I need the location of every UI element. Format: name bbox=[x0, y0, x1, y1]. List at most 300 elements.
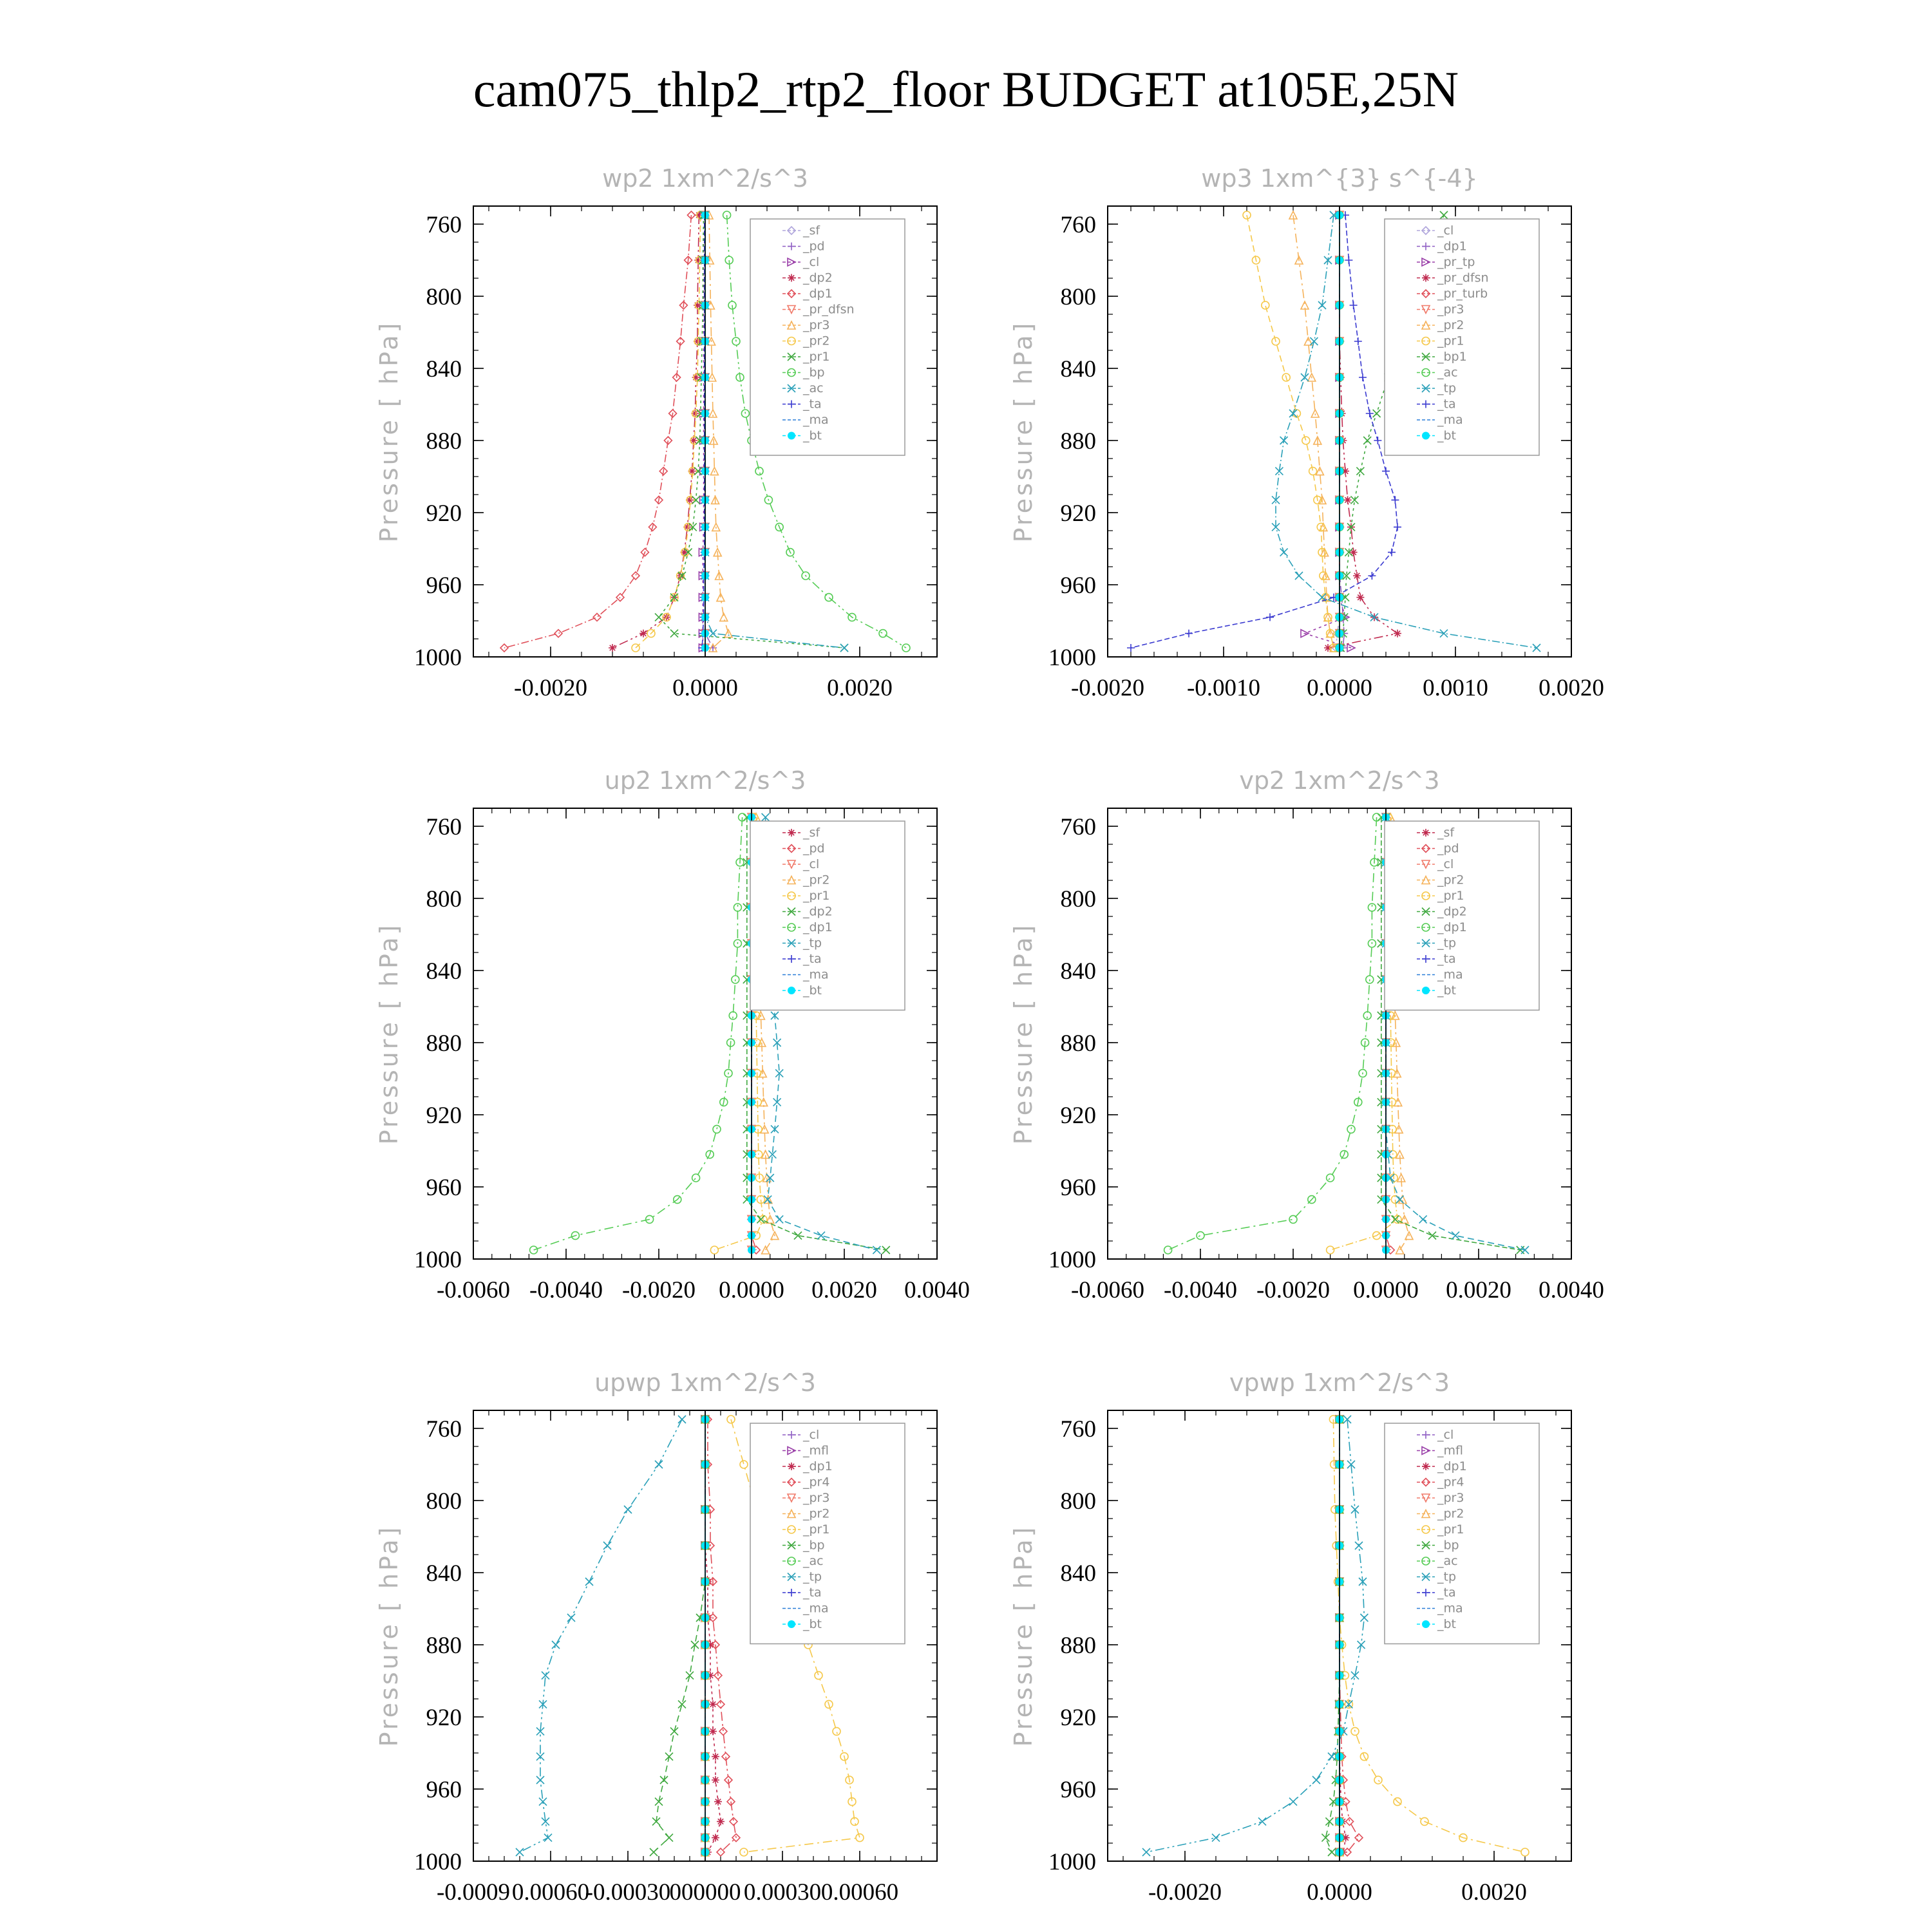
data-point bbox=[609, 644, 616, 652]
data-point bbox=[1197, 1232, 1204, 1240]
data-point bbox=[817, 1232, 825, 1240]
data-point bbox=[1394, 523, 1401, 531]
y-tick-label: 840 bbox=[426, 1560, 462, 1587]
data-point bbox=[567, 1614, 575, 1622]
legend-entry: _bp bbox=[1437, 1538, 1459, 1553]
data-point bbox=[1212, 1834, 1220, 1842]
data-point bbox=[1382, 468, 1390, 475]
y-tick-label: 840 bbox=[1060, 356, 1096, 383]
data-point bbox=[624, 1506, 632, 1513]
data-point bbox=[1368, 904, 1376, 911]
data-point bbox=[665, 1834, 673, 1842]
x-tick-label: 0.0040 bbox=[1539, 1277, 1604, 1303]
legend-entry: _ta bbox=[1437, 952, 1456, 966]
data-point bbox=[1355, 1834, 1363, 1842]
data-point bbox=[1373, 410, 1381, 417]
legend-entry: _bt bbox=[803, 428, 822, 443]
legend-marker bbox=[788, 1620, 795, 1628]
y-tick-label: 760 bbox=[426, 212, 462, 238]
data-point bbox=[1312, 1776, 1320, 1784]
data-point bbox=[554, 630, 562, 638]
data-point bbox=[734, 904, 741, 911]
legend-entry: _tp bbox=[1437, 1569, 1457, 1584]
legend-entry: _dp2 bbox=[1437, 904, 1467, 919]
series-line-dp1 bbox=[1340, 215, 1344, 648]
series-line-bp bbox=[1325, 1419, 1340, 1852]
series-line-pr3 bbox=[709, 215, 728, 648]
legend-entry: _ac bbox=[803, 381, 824, 395]
data-point bbox=[1347, 1125, 1355, 1133]
legend-entry: _pr1 bbox=[1437, 889, 1464, 903]
data-point bbox=[1368, 572, 1376, 580]
legend-entry: _bt bbox=[1437, 428, 1457, 443]
legend-marker bbox=[788, 987, 795, 994]
legend-entry: _mfl bbox=[803, 1443, 829, 1458]
legend-entry: _ta bbox=[1437, 1586, 1456, 1600]
x-tick-label: -0.0040 bbox=[1163, 1277, 1238, 1303]
series-line-pr4 bbox=[1340, 1419, 1359, 1852]
legend-entry: _pr3 bbox=[803, 318, 830, 332]
data-point bbox=[536, 1753, 544, 1761]
x-tick-label: -0.0020 bbox=[1148, 1879, 1222, 1906]
x-tick-label: 0.0010 bbox=[1423, 675, 1488, 701]
panels-container bbox=[375, 164, 1604, 1906]
y-axis-label: Pressure [ hPa] bbox=[375, 1524, 403, 1747]
data-point bbox=[1328, 1848, 1336, 1856]
y-tick-label: 960 bbox=[1060, 1777, 1096, 1803]
legend-entry: _pr_turb bbox=[1437, 287, 1488, 301]
legend-entry: _pd bbox=[803, 841, 825, 856]
data-point bbox=[740, 1461, 748, 1468]
data-point bbox=[552, 1641, 560, 1649]
data-point bbox=[692, 1174, 700, 1182]
data-point bbox=[1388, 549, 1396, 556]
series-line-dp1 bbox=[1340, 1419, 1346, 1852]
panel-title: wp2 1xm^2/s^3 bbox=[602, 164, 808, 193]
y-tick-label: 800 bbox=[1060, 284, 1096, 310]
y-tick-label: 960 bbox=[426, 1777, 462, 1803]
x-tick-label: 0.0020 bbox=[827, 675, 893, 701]
data-point bbox=[678, 1416, 686, 1423]
data-point bbox=[1344, 496, 1352, 504]
legend-entry: _ta bbox=[803, 1586, 822, 1600]
legend-marker bbox=[1422, 987, 1430, 994]
series-line-pr4 bbox=[708, 1419, 736, 1852]
y-tick-label: 1000 bbox=[1048, 1247, 1096, 1273]
data-point bbox=[655, 1461, 663, 1468]
series-line-pr1 bbox=[1247, 215, 1334, 648]
data-point bbox=[1327, 1246, 1334, 1254]
data-point bbox=[1258, 1817, 1266, 1825]
y-tick-label: 1000 bbox=[1048, 1849, 1096, 1875]
legend-entry: _bt bbox=[1437, 983, 1457, 998]
y-tick-label: 920 bbox=[426, 1705, 462, 1731]
legend-entry: _pr1 bbox=[803, 889, 830, 903]
data-point bbox=[1353, 572, 1361, 580]
data-point bbox=[1360, 1614, 1368, 1622]
x-tick-label: 0.00060 bbox=[511, 1879, 590, 1906]
legend-entry: _pr_dfsn bbox=[803, 302, 855, 317]
data-point bbox=[665, 1753, 673, 1761]
legend-entry: _ma bbox=[1437, 967, 1463, 982]
series-line-dp1 bbox=[534, 817, 743, 1250]
x-tick-label: -0.0020 bbox=[621, 1277, 696, 1303]
data-point bbox=[593, 613, 601, 621]
legend-entry: _ma bbox=[1437, 1601, 1463, 1616]
x-tick-label: -0.0009 bbox=[436, 1879, 511, 1906]
series-line-bp bbox=[654, 1419, 705, 1852]
data-point bbox=[1356, 594, 1364, 601]
y-tick-label: 960 bbox=[426, 573, 462, 599]
data-point bbox=[1350, 549, 1358, 556]
legend-entry: _tp bbox=[803, 936, 822, 951]
data-point bbox=[1346, 1817, 1354, 1825]
panel-title: upwp 1xm^2/s^3 bbox=[594, 1368, 816, 1397]
data-point bbox=[1289, 1798, 1297, 1806]
data-point bbox=[709, 1700, 717, 1708]
y-tick-label: 960 bbox=[426, 1175, 462, 1201]
legend-marker bbox=[1422, 1463, 1430, 1470]
legend-entry: _dp1 bbox=[1437, 920, 1467, 934]
legend-entry: _pr1 bbox=[1437, 1522, 1464, 1537]
data-point bbox=[1295, 572, 1303, 580]
legend-marker bbox=[788, 432, 795, 440]
y-tick-label: 840 bbox=[426, 958, 462, 985]
data-point bbox=[585, 1578, 593, 1586]
data-point bbox=[713, 1125, 721, 1133]
data-point bbox=[755, 468, 763, 475]
series-line-tp bbox=[1146, 1419, 1364, 1852]
legend-entry: _ac bbox=[803, 1554, 824, 1568]
x-tick-label: 0.0020 bbox=[1539, 675, 1604, 701]
legend-entry: _pr4 bbox=[1437, 1475, 1464, 1490]
data-point bbox=[1301, 374, 1309, 381]
data-point bbox=[655, 1798, 663, 1806]
legend-entry: _pr2 bbox=[803, 873, 830, 887]
legend-marker bbox=[788, 829, 795, 837]
data-point bbox=[775, 1215, 783, 1223]
legend-entry: _ta bbox=[1437, 397, 1456, 412]
y-tick-label: 880 bbox=[426, 1633, 462, 1659]
legend-entry: _tp bbox=[803, 1569, 822, 1584]
legend-entry: _sf bbox=[1437, 826, 1455, 840]
legend-entry: _ac bbox=[1437, 1554, 1458, 1568]
legend-entry: _bt bbox=[1437, 1617, 1457, 1631]
data-point bbox=[1127, 644, 1135, 652]
legend-entry: _dp2 bbox=[803, 904, 833, 919]
series-line-dp1 bbox=[705, 1419, 721, 1852]
data-point bbox=[712, 1753, 719, 1761]
figure-title: cam075_thlp2_rtp2_floor BUDGET at105E,25N bbox=[473, 61, 1459, 117]
y-tick-label: 840 bbox=[1060, 958, 1096, 985]
x-tick-label: 0.0020 bbox=[1446, 1277, 1511, 1303]
data-point bbox=[1327, 1174, 1334, 1182]
y-tick-label: 760 bbox=[426, 1416, 462, 1443]
data-point bbox=[660, 1776, 668, 1784]
panel-title: wp3 1xm^{3} s^{-4} bbox=[1201, 164, 1478, 193]
data-point bbox=[670, 1727, 678, 1735]
y-tick-label: 800 bbox=[1060, 1488, 1096, 1515]
data-point bbox=[714, 1798, 722, 1806]
data-point bbox=[815, 1672, 822, 1680]
legend-entry: _ta bbox=[803, 397, 822, 412]
data-point bbox=[1359, 374, 1367, 381]
legend-entry: _tp bbox=[1437, 936, 1457, 951]
legend-entry: _tp bbox=[1437, 381, 1457, 395]
chart-panel-0 bbox=[375, 164, 937, 701]
legend-entry: _dp1 bbox=[803, 1459, 833, 1473]
legend-entry: _pr1 bbox=[803, 350, 830, 364]
chart-panel-3 bbox=[1009, 766, 1604, 1303]
legend-entry: _ma bbox=[803, 413, 829, 427]
legend-marker bbox=[1422, 274, 1430, 282]
data-point bbox=[833, 1727, 840, 1735]
data-point bbox=[1351, 1672, 1359, 1680]
x-tick-label: 0.0000 bbox=[1307, 675, 1372, 701]
x-tick-label: 0.0020 bbox=[1461, 1879, 1527, 1906]
data-point bbox=[1440, 211, 1448, 219]
data-point bbox=[1266, 613, 1274, 621]
data-point bbox=[1262, 301, 1269, 309]
legend-entry: _sf bbox=[803, 826, 820, 840]
y-tick-label: 1000 bbox=[1048, 645, 1096, 671]
y-tick-label: 920 bbox=[426, 500, 462, 527]
legend-entry: _bt bbox=[803, 983, 822, 998]
x-tick-label: 000000 bbox=[669, 1879, 741, 1906]
series-line-dp1 bbox=[1168, 817, 1377, 1250]
series-line-pr_tp bbox=[1305, 215, 1351, 648]
series-line-pd bbox=[705, 215, 713, 648]
panel-title: vp2 1xm^2/s^3 bbox=[1239, 766, 1440, 795]
data-point bbox=[1328, 1753, 1336, 1761]
data-point bbox=[1358, 1641, 1365, 1649]
legend-entry: _pr2 bbox=[1437, 1506, 1464, 1521]
y-tick-label: 1000 bbox=[414, 1849, 462, 1875]
data-point bbox=[1321, 1834, 1329, 1842]
data-point bbox=[1355, 1542, 1363, 1549]
y-tick-label: 880 bbox=[1060, 1030, 1096, 1057]
data-point bbox=[825, 594, 833, 601]
y-tick-label: 800 bbox=[1060, 886, 1096, 913]
y-axis-label: Pressure [ hPa] bbox=[375, 922, 403, 1145]
y-tick-label: 880 bbox=[1060, 428, 1096, 455]
data-point bbox=[709, 1727, 717, 1735]
data-point bbox=[1311, 410, 1319, 417]
legend-marker bbox=[1422, 829, 1430, 837]
data-point bbox=[536, 1776, 544, 1784]
x-tick-label: 0.0000 bbox=[1353, 1277, 1419, 1303]
y-tick-label: 800 bbox=[426, 886, 462, 913]
data-point bbox=[873, 1246, 880, 1254]
data-point bbox=[1354, 337, 1362, 345]
y-tick-label: 760 bbox=[426, 814, 462, 840]
legend-entry: _pr3 bbox=[1437, 302, 1464, 317]
legend-entry: _pr1 bbox=[1437, 334, 1464, 348]
data-point bbox=[712, 1834, 719, 1842]
data-point bbox=[1419, 1215, 1427, 1223]
y-tick-label: 920 bbox=[1060, 1705, 1096, 1731]
panel-title: up2 1xm^2/s^3 bbox=[604, 766, 806, 795]
series-line-cl bbox=[1336, 215, 1340, 648]
legend-entry: _pr2 bbox=[1437, 318, 1464, 332]
legend-entry: _bp bbox=[803, 365, 825, 380]
legend-entry: _dp1 bbox=[1437, 239, 1467, 254]
y-tick-label: 840 bbox=[426, 356, 462, 383]
y-axis-label: Pressure [ hPa] bbox=[1009, 922, 1037, 1145]
legend-entry: _dp2 bbox=[803, 270, 833, 285]
legend-entry: _pr3 bbox=[1437, 1491, 1464, 1505]
data-point bbox=[650, 1848, 658, 1856]
data-point bbox=[539, 1798, 547, 1806]
data-point bbox=[686, 1672, 694, 1680]
legend-entry: _cl bbox=[803, 255, 820, 269]
data-point bbox=[719, 1727, 727, 1735]
legend-entry: _dp1 bbox=[803, 287, 833, 301]
data-point bbox=[1363, 437, 1371, 444]
legend-entry: _pd bbox=[803, 239, 825, 254]
x-tick-label: 0.0020 bbox=[811, 1277, 877, 1303]
x-tick-label: -0.0020 bbox=[1256, 1277, 1331, 1303]
legend-entry: _ma bbox=[803, 1601, 829, 1616]
data-point bbox=[1302, 437, 1310, 444]
x-tick-label: -0.0020 bbox=[513, 675, 588, 701]
data-point bbox=[516, 1848, 524, 1856]
legend-entry: _pr_tp bbox=[1437, 255, 1475, 269]
y-tick-label: 960 bbox=[1060, 573, 1096, 599]
chart-panel-5 bbox=[1009, 1368, 1571, 1906]
data-point bbox=[1391, 496, 1399, 504]
y-tick-label: 840 bbox=[1060, 1560, 1096, 1587]
series-line-pr2 bbox=[636, 215, 701, 648]
data-point bbox=[603, 1542, 611, 1549]
legend-marker bbox=[1422, 432, 1430, 440]
legend-marker bbox=[788, 274, 795, 282]
series-line-dp1 bbox=[504, 215, 691, 648]
x-tick-label: 0.0040 bbox=[904, 1277, 970, 1303]
x-tick-label: -0.0010 bbox=[1186, 675, 1261, 701]
legend-entry: _pd bbox=[1437, 841, 1459, 856]
legend-entry: _cl bbox=[803, 1428, 820, 1442]
y-tick-label: 760 bbox=[1060, 814, 1096, 840]
legend-entry: _dp1 bbox=[1437, 1459, 1467, 1473]
series-line-dp2 bbox=[612, 215, 699, 648]
data-point bbox=[1356, 468, 1364, 475]
series-line-ta bbox=[1131, 215, 1397, 648]
data-point bbox=[1366, 410, 1374, 417]
chart-panel-4 bbox=[375, 1368, 937, 1906]
legend-entry: _bt bbox=[803, 1617, 822, 1631]
data-point bbox=[1289, 410, 1297, 417]
data-point bbox=[1164, 1246, 1172, 1254]
data-point bbox=[1280, 549, 1288, 556]
data-point bbox=[1452, 1232, 1459, 1240]
data-point bbox=[639, 630, 647, 638]
y-tick-label: 920 bbox=[1060, 500, 1096, 527]
data-point bbox=[712, 1776, 719, 1784]
x-tick-label: -0.0020 bbox=[1070, 675, 1145, 701]
data-point bbox=[1310, 337, 1318, 345]
y-axis-label: Pressure [ hPa] bbox=[375, 320, 403, 543]
x-tick-label: 0.0000 bbox=[1307, 1879, 1372, 1906]
x-tick-label: 0.0000 bbox=[672, 675, 738, 701]
data-point bbox=[709, 630, 717, 638]
legend-entry: _ta bbox=[803, 952, 822, 966]
data-point bbox=[1142, 1848, 1150, 1856]
y-tick-label: 880 bbox=[426, 428, 462, 455]
data-point bbox=[655, 613, 663, 621]
y-axis-label: Pressure [ hPa] bbox=[1009, 1524, 1037, 1747]
legend-marker bbox=[788, 1463, 795, 1470]
y-tick-label: 880 bbox=[1060, 1633, 1096, 1659]
y-tick-label: 800 bbox=[426, 1488, 462, 1515]
y-tick-label: 1000 bbox=[414, 1247, 462, 1273]
legend-entry: _pr2 bbox=[803, 334, 830, 348]
y-tick-label: 760 bbox=[1060, 212, 1096, 238]
data-point bbox=[1521, 1246, 1529, 1254]
data-point bbox=[1309, 468, 1317, 475]
x-tick-label: 0.00030 bbox=[743, 1879, 822, 1906]
legend-entry: _ma bbox=[803, 967, 829, 982]
chart-panel-1 bbox=[1009, 164, 1604, 701]
data-point bbox=[879, 630, 887, 638]
data-point bbox=[1185, 630, 1193, 638]
legend-entry: _pr2 bbox=[1437, 873, 1464, 887]
legend-entry: _cl bbox=[1437, 223, 1454, 238]
legend-entry: _pr_dfsn bbox=[1437, 270, 1489, 285]
legend-entry: _cl bbox=[803, 857, 820, 871]
legend-entry: _pr2 bbox=[803, 1506, 830, 1521]
y-axis-label: Pressure [ hPa] bbox=[1009, 320, 1037, 543]
data-point bbox=[1521, 1848, 1529, 1856]
x-tick-label: -0.0060 bbox=[436, 1277, 511, 1303]
data-point bbox=[1374, 437, 1381, 444]
data-point bbox=[1345, 256, 1352, 264]
legend-entry: _sf bbox=[803, 223, 820, 238]
legend-entry: _mfl bbox=[1437, 1443, 1463, 1458]
data-point bbox=[1374, 1776, 1382, 1784]
data-point bbox=[717, 1817, 724, 1825]
y-tick-label: 960 bbox=[1060, 1175, 1096, 1201]
legend-entry: _ac bbox=[1437, 365, 1458, 380]
x-tick-label: -0.0060 bbox=[1070, 1277, 1145, 1303]
legend-entry: _pr4 bbox=[803, 1475, 830, 1490]
x-tick-label: 0.00060 bbox=[820, 1879, 899, 1906]
legend-entry: _dp1 bbox=[803, 920, 833, 934]
y-tick-label: 800 bbox=[426, 284, 462, 310]
legend-entry: _cl bbox=[1437, 1428, 1454, 1442]
x-tick-label: 0.0000 bbox=[719, 1277, 784, 1303]
x-tick-label: -0.0040 bbox=[529, 1277, 603, 1303]
y-tick-label: 920 bbox=[1060, 1103, 1096, 1129]
legend-entry: _cl bbox=[1437, 857, 1454, 871]
y-tick-label: 880 bbox=[426, 1030, 462, 1057]
data-point bbox=[856, 1834, 864, 1842]
legend-entry: _pr1 bbox=[803, 1522, 830, 1537]
series-line-pr2 bbox=[1293, 215, 1334, 648]
chart-panel-2 bbox=[375, 766, 970, 1303]
panel-title: vpwp 1xm^2/s^3 bbox=[1229, 1368, 1450, 1397]
series-line-tp bbox=[520, 1419, 682, 1852]
data-point bbox=[678, 1700, 686, 1708]
data-point bbox=[1325, 1817, 1333, 1825]
y-tick-label: 760 bbox=[1060, 1416, 1096, 1443]
y-tick-label: 920 bbox=[426, 1103, 462, 1129]
legend-entry: _pr3 bbox=[803, 1491, 830, 1505]
legend-marker bbox=[1422, 1620, 1430, 1628]
y-tick-label: 1000 bbox=[414, 645, 462, 671]
data-point bbox=[1350, 301, 1358, 309]
x-tick-label: -0.00030 bbox=[585, 1879, 671, 1906]
